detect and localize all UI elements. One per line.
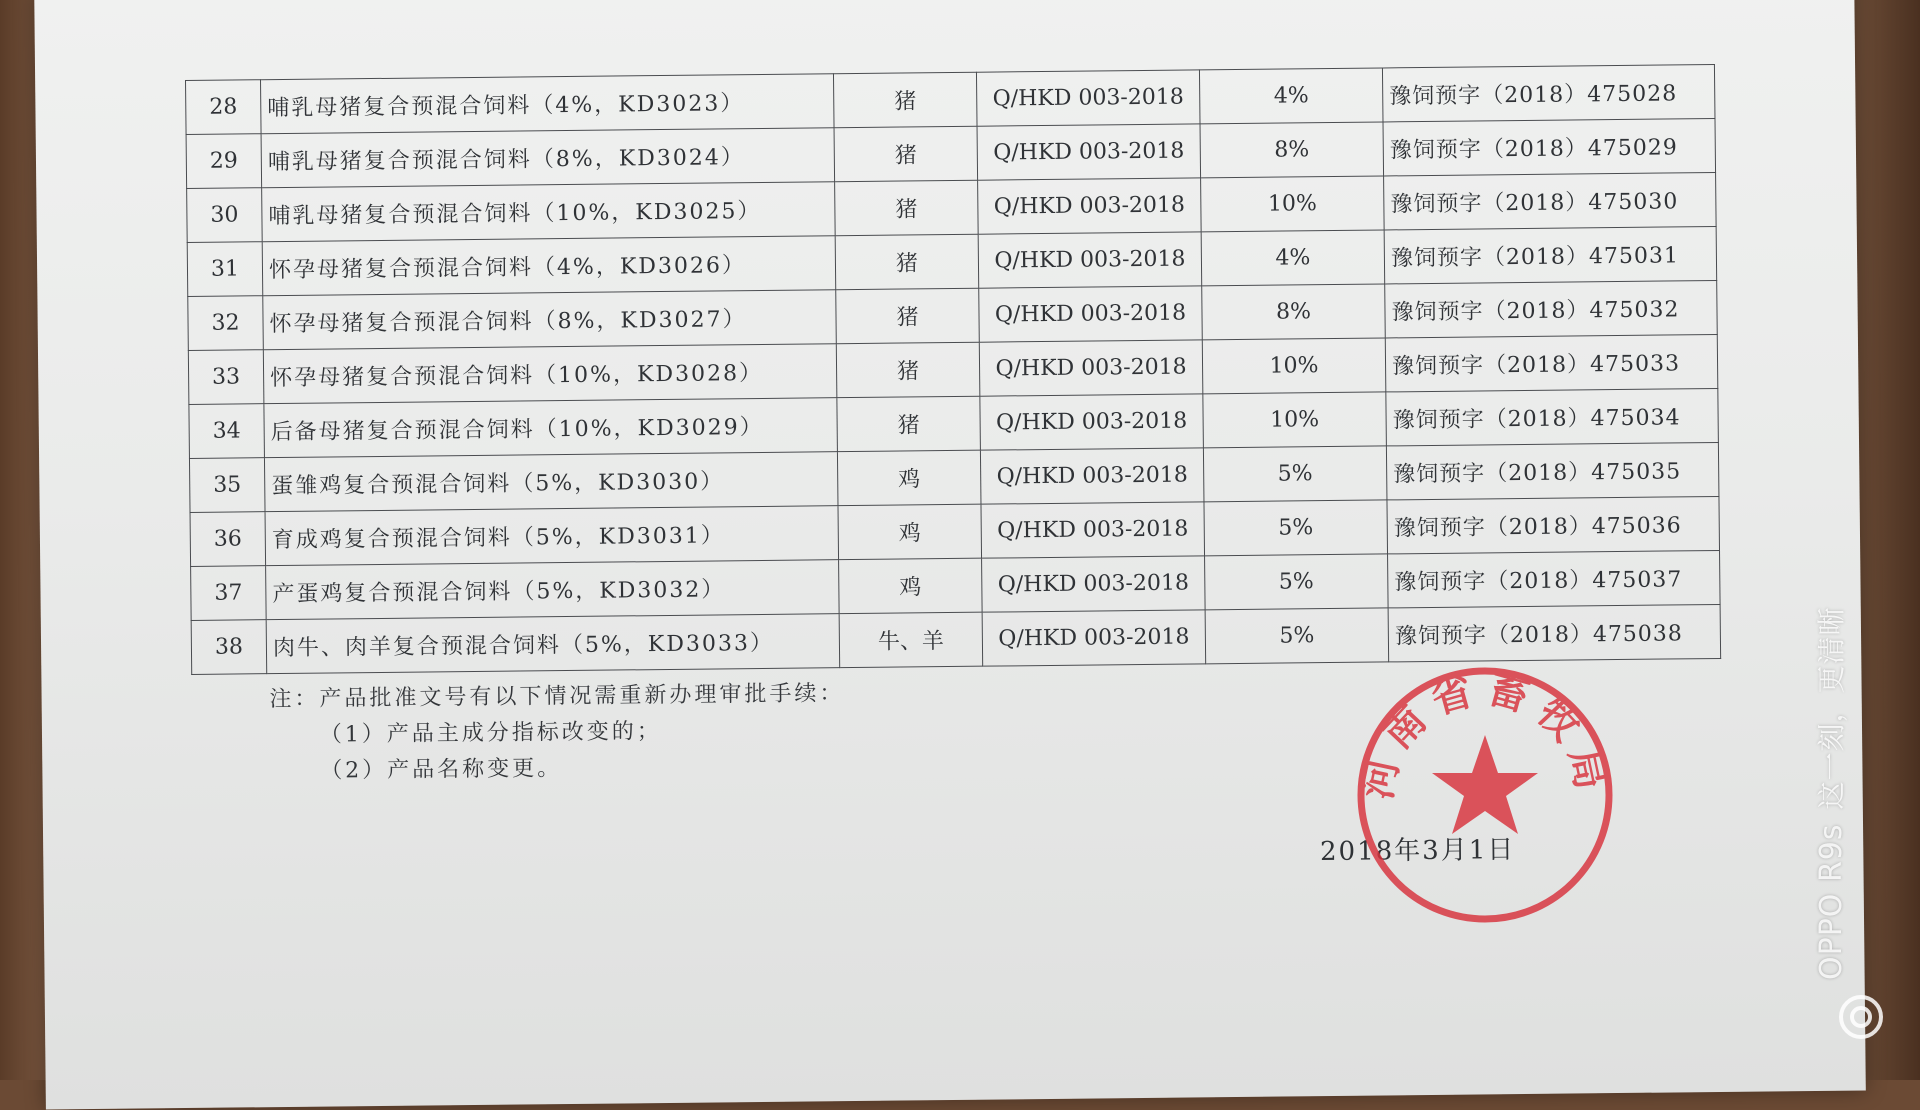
animal-type: 猪 [836, 342, 980, 397]
inclusion-rate: 10% [1203, 392, 1387, 448]
row-number: 36 [190, 512, 266, 567]
product-name: 产蛋鸡复合预混合饲料（5%，KD3032） [266, 560, 840, 620]
approval-number: 豫饲预字（2018）475032 [1385, 280, 1718, 337]
standard-code: Q/HKD 003-2018 [976, 70, 1200, 126]
camera-logo-icon [1836, 992, 1886, 1042]
approval-number: 豫饲预字（2018）475034 [1386, 388, 1719, 445]
inclusion-rate: 4% [1201, 230, 1385, 286]
standard-code: Q/HKD 003-2018 [977, 124, 1201, 180]
inclusion-rate: 5% [1203, 446, 1387, 502]
standard-code: Q/HKD 003-2018 [982, 556, 1206, 612]
inclusion-rate: 5% [1205, 554, 1389, 610]
animal-type: 猪 [833, 72, 977, 127]
product-name: 蛋雏鸡复合预混合饲料（5%，KD3030） [264, 452, 838, 512]
seal-text-path: 河南省畜牧局 [1355, 665, 1615, 804]
approval-number: 豫饲预字（2018）475037 [1388, 550, 1721, 607]
animal-type: 鸡 [839, 558, 983, 613]
standard-code: Q/HKD 003-2018 [979, 340, 1203, 396]
row-number: 35 [189, 458, 265, 513]
issue-date: 2018年3月1日 [1319, 834, 1516, 868]
standard-code: Q/HKD 003-2018 [979, 286, 1203, 342]
row-number: 33 [188, 350, 264, 405]
product-name: 哺乳母猪复合预混合饲料（4%，KD3023） [261, 74, 835, 134]
inclusion-rate: 8% [1200, 122, 1384, 178]
note-item: （1）产品主成分指标改变的； [319, 719, 662, 748]
animal-type: 猪 [837, 396, 981, 451]
approval-number: 豫饲预字（2018）475030 [1384, 172, 1717, 229]
watermark-device: OPPO R9s [1814, 823, 1849, 980]
row-number: 31 [187, 242, 263, 297]
product-name: 肉牛、肉羊复合预混合饲料（5%，KD3033） [266, 614, 840, 674]
approval-number: 豫饲预字（2018）475033 [1385, 334, 1718, 391]
animal-type: 猪 [835, 180, 979, 235]
animal-type: 牛、羊 [839, 612, 983, 667]
approval-number: 豫饲预字（2018）475036 [1387, 496, 1720, 553]
approval-number: 豫饲预字（2018）475029 [1383, 118, 1716, 175]
watermark-slogan: 这一刻，更清晰 [1815, 606, 1848, 810]
table-body [186, 64, 1721, 674]
camera-watermark [1810, 606, 1850, 980]
inclusion-rate: 10% [1202, 338, 1386, 394]
product-name: 后备母猪复合预混合饲料（10%，KD3029） [264, 398, 838, 458]
standard-code: Q/HKD 003-2018 [980, 448, 1204, 504]
product-name: 哺乳母猪复合预混合饲料（10%，KD3025） [262, 182, 836, 242]
inclusion-rate: 5% [1205, 608, 1389, 664]
row-number: 37 [191, 566, 267, 621]
approval-number: 豫饲预字（2018）475031 [1384, 226, 1717, 283]
approval-number: 豫饲预字（2018）475038 [1388, 604, 1721, 661]
animal-type: 鸡 [838, 504, 982, 559]
approval-number: 豫饲预字（2018）475028 [1382, 64, 1715, 121]
inclusion-rate: 8% [1202, 284, 1386, 340]
product-name: 怀孕母猪复合预混合饲料（10%，KD3028） [263, 344, 837, 404]
note-item: （2）产品名称变更。 [320, 756, 563, 784]
product-name: 怀孕母猪复合预混合饲料（8%，KD3027） [263, 290, 837, 350]
notes-heading: 注：产品批准文号有以下情况需重新办理审批手续： [269, 681, 845, 713]
inclusion-rate: 10% [1201, 176, 1385, 232]
product-name: 哺乳母猪复合预混合饲料（8%，KD3024） [261, 128, 835, 188]
inclusion-rate: 5% [1204, 500, 1388, 556]
row-number: 38 [191, 620, 267, 675]
product-name: 育成鸡复合预混合饲料（5%，KD3031） [265, 506, 839, 566]
standard-code: Q/HKD 003-2018 [980, 394, 1204, 450]
row-number: 28 [186, 80, 262, 135]
product-approval-table [185, 64, 1721, 675]
standard-code: Q/HKD 003-2018 [981, 502, 1205, 558]
animal-type: 鸡 [837, 450, 981, 505]
inclusion-rate: 4% [1199, 68, 1383, 124]
animal-type: 猪 [835, 234, 979, 289]
row-number: 34 [189, 404, 265, 459]
product-name: 怀孕母猪复合预混合饲料（4%，KD3026） [262, 236, 836, 296]
seal-star [1432, 735, 1538, 834]
row-number: 30 [187, 188, 263, 243]
official-seal [1355, 665, 1615, 925]
row-number: 29 [186, 134, 262, 189]
animal-type: 猪 [836, 288, 980, 343]
approval-number: 豫饲预字（2018）475035 [1386, 442, 1719, 499]
row-number: 32 [188, 296, 264, 351]
standard-code: Q/HKD 003-2018 [982, 610, 1206, 666]
standard-code: Q/HKD 003-2018 [978, 232, 1202, 288]
animal-type: 猪 [834, 126, 978, 181]
standard-code: Q/HKD 003-2018 [978, 178, 1202, 234]
